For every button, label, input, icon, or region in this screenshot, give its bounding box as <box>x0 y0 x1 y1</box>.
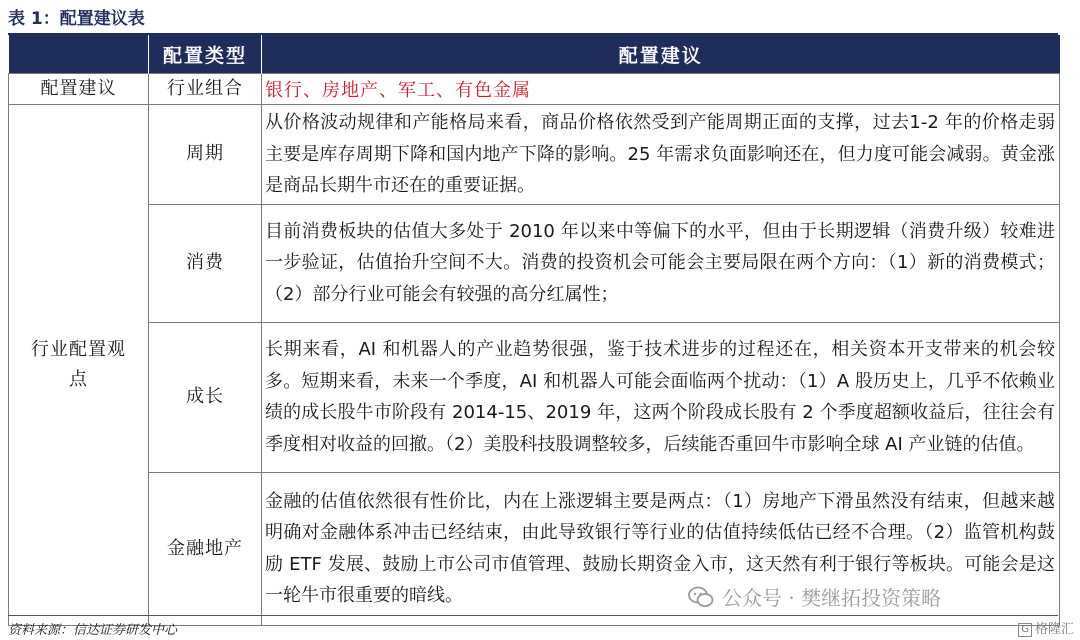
source-note: 资料来源：信达证券研发中心 <box>8 623 178 638</box>
advice-text: 金融的估值依然很有性价比，内在上涨逻辑主要是两点：（1）房地产下滑虽然没有结束，但越来越明确对金融体系冲击已经结束，由此导致银行等行业的估值持续低估已经不合理。（2）监管机构鼓励 ETF 发展、鼓励上市公司市值管理、鼓励长期资金入市，这天然有利于银行等板块。可能会是这一轮牛市很重要的暗线。 <box>262 472 1060 625</box>
section-label: 行业配置观点 <box>31 338 126 390</box>
advice-text: 长期来看，AI 和机器人的产业趋势很强，鉴于技术进步的过程还在，相关资本开支带来的机会较多。短期来看，未来一个季度，AI 和机器人可能会面临两个扰动：（1）A 股历史上，几乎不依赖业绩的成长股牛市阶段有 2014-15、2019 年，这两个阶段成长股有 2 个季度超额收益后，往往会有季度相对收益的回撤。（2）美股科技股调整较多，后续能否重回牛市影响全球 AI 产业链的估值。 <box>262 322 1060 472</box>
table-title: 表 1：配置建议表 <box>8 9 145 29</box>
header-type: 配置类型 <box>149 35 262 74</box>
type-cell: 成长 <box>149 322 262 472</box>
brand-mark: G <box>1018 623 1032 637</box>
table-row <box>9 105 1060 205</box>
advice-text: 目前消费板块的估值大多处于 2010 年以来中等偏下的水平，但由于长期逻辑（消费升级）较难进一步验证，估值抬升空间不大。消费的投资机会可能会主要局限在两个方向：（1）新的消费模式；（2）部分行业可能会有较强的高分红属性； <box>262 204 1060 322</box>
brand-text: 格隆汇 <box>1034 622 1074 637</box>
table-row <box>9 74 1060 105</box>
wechat-icon <box>688 586 714 613</box>
type-cell: 行业组合 <box>149 74 262 105</box>
advice-text: 从价格波动规律和产能格局来看，商品价格依然受到产能周期正面的支撑，过去1-2 年的价格走弱主要是库存周期下降和国内地产下降的影响。25 年需求负面影响还在，但力度可能会减弱。黄金涨是商品长期牛市还在的重要证据。 <box>262 105 1060 205</box>
watermark-text: 公众号 · 樊继拓投资策略 <box>722 586 942 610</box>
allocation-table <box>8 35 1060 626</box>
header-row <box>9 35 1060 74</box>
watermark <box>688 586 941 610</box>
brand-logo <box>1018 618 1074 637</box>
header-advice: 配置建议 <box>262 35 1060 74</box>
category-cell: 配置建议 <box>9 74 149 105</box>
type-cell: 消费 <box>149 204 262 322</box>
category-cell <box>9 105 149 626</box>
type-cell: 周期 <box>149 105 262 205</box>
table-row <box>9 322 1060 472</box>
footer-rule <box>8 615 1058 616</box>
type-cell: 金融地产 <box>149 472 262 625</box>
header-empty-cell <box>9 35 149 74</box>
industry-combo-value: 银行、房地产、军工、有色金属 <box>262 74 1060 105</box>
table-row <box>9 204 1060 322</box>
